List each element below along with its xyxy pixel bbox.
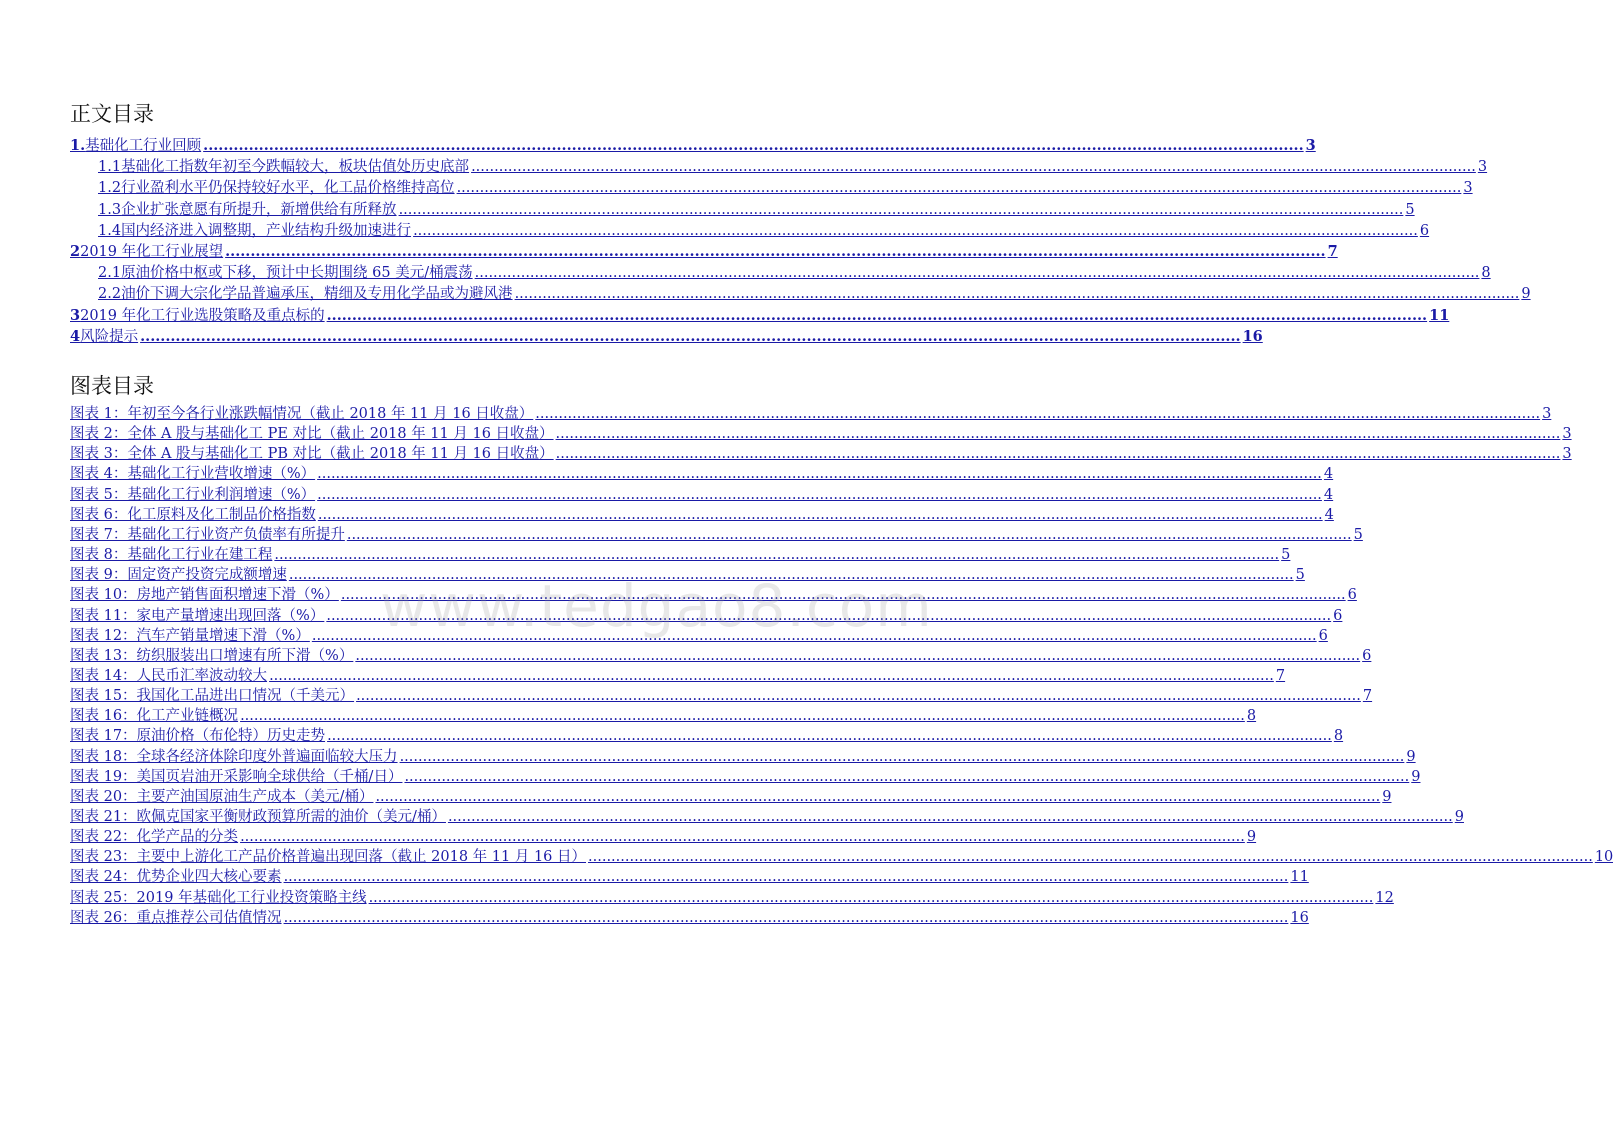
toc-entry-number: 1.4 [98,222,122,239]
figure-entry-page-number: 12 [1375,889,1394,906]
figure-entry-title: 图表 22：化学产品的分类 [70,829,239,846]
toc-entry-number: 4 [70,327,81,345]
figure-entry-page-number: 6 [1347,587,1357,604]
toc-entry-number: 2.2 [98,286,122,303]
figure-entry-title: 图表 12：汽车产销量增速下滑（%） [70,627,310,644]
figure-entry-page-number: 10 [1594,849,1613,866]
toc-entry[interactable] [98,200,1415,220]
figure-entry-title: 图表 17：原油价格（布伦特）历史走势 [70,728,326,745]
toc-entry[interactable] [98,221,1430,241]
dot-leader [269,666,1274,686]
figure-list-entry[interactable] [70,867,1309,887]
toc-entry-number: 1. [70,137,86,154]
toc-entry-page-number: 3 [1463,180,1473,197]
dot-leader [327,726,1332,746]
toc-entry-title: 原油价格中枢或下移，预计中长期围绕 65 美元/桶震荡 [121,265,473,282]
figure-list-entry[interactable] [70,585,1357,605]
figure-list-entry[interactable] [70,726,1344,746]
dot-leader [471,157,1476,177]
toc-entry-title: 油价下调大宗化学品普遍承压，精细及专用化学品或为避风港 [121,286,513,303]
figure-entry-page-number: 6 [1333,607,1343,624]
dot-leader [318,505,1323,525]
toc-entry-title: 国内经济进入调整期，产业结构升级加速进行 [121,222,412,239]
dot-leader [400,747,1405,767]
figure-list-entry[interactable] [70,404,1552,424]
dot-leader [347,525,1352,545]
dot-leader [515,284,1520,304]
dot-leader [327,306,1428,326]
figure-entry-title: 图表 8：基础化工行业在建工程 [70,547,273,564]
toc-entry-page-number: 6 [1419,222,1430,239]
figure-entry-title: 图表 9：固定资产投资完成额增速 [70,567,287,584]
toc-entry[interactable] [70,136,1316,156]
toc-entry-title: 行业盈利水平仍保持较好水平，化工品价格维持高位 [121,180,455,197]
toc-entry-title: 企业扩张意愿有所提升，新增供给有所释放 [121,201,397,218]
figure-entry-page-number: 7 [1362,688,1373,705]
dot-leader [240,827,1245,847]
dot-leader [274,545,1279,565]
toc-entry-page-number: 3 [1477,159,1488,176]
toc-entry-title: 2019 年化工行业展望 [80,244,224,260]
figure-list-entry[interactable] [70,807,1464,827]
figure-entry-page-number: 9 [1411,768,1421,785]
figure-entry-page-number: 3 [1562,426,1572,443]
figure-entry-title: 图表 19：美国页岩油开采影响全球供给（千桶/日） [70,768,403,785]
figure-entry-page-number: 7 [1275,667,1286,684]
figure-entry-page-number: 5 [1281,547,1291,564]
toc-entry-title: 2019 年化工行业选股策略及重点标的 [80,307,325,324]
figure-list-entry[interactable] [70,505,1334,525]
figure-entry-title: 图表 23：主要中上游化工产品价格普遍出现回落（截止 2018 年 11 月 16 日） [70,849,587,866]
figure-entry-page-number: 9 [1382,788,1392,805]
figure-entry-page-number: 8 [1333,728,1344,745]
dot-leader [556,444,1561,464]
toc-entry[interactable] [98,178,1473,198]
figure-entry-page-number: 6 [1362,647,1372,664]
figure-list-entry[interactable] [70,827,1257,847]
dot-leader [240,706,1245,726]
figure-entry-page-number: 4 [1324,506,1334,523]
figure-entry-title: 图表 15：我国化工品进出口情况（千美元） [70,688,355,705]
figure-list-entry[interactable] [70,686,1373,706]
toc-entry-page-number: 7 [1327,243,1338,260]
dot-leader [413,221,1418,241]
dot-leader [369,888,1374,908]
watermark: www.tedgao8.com [380,572,933,640]
toc-entry-page-number: 16 [1242,327,1263,345]
figure-entry-page-number: 6 [1318,627,1328,644]
toc-entry[interactable] [70,306,1450,326]
figure-entry-title: 图表 4：基础化工行业营收增速（%） [70,466,316,483]
figure-entry-title: 图表 25：2019 年基础化工行业投资策略主线 [70,889,367,906]
figure-list-entry[interactable] [70,666,1286,686]
figure-list-entry[interactable] [70,888,1394,908]
dot-leader [341,585,1346,605]
toc-entry-title: 基础化工指数年初至今跌幅较大，板块估值处历史底部 [121,159,470,176]
toc-entry-page-number: 5 [1405,201,1415,218]
figure-list-entry[interactable] [70,847,1613,867]
figure-entry-page-number: 3 [1542,406,1552,422]
toc-entry-number: 2.1 [98,265,122,282]
figure-list-entry[interactable] [70,565,1305,585]
dot-leader [448,807,1453,827]
figure-entry-page-number: 4 [1323,466,1334,483]
dot-leader [404,767,1409,787]
figure-list-entry[interactable] [70,485,1334,505]
dot-leader [312,626,1317,646]
figure-entry-title: 图表 6：化工原料及化工制品价格指数 [70,506,316,523]
dot-leader [225,242,1326,262]
figure-entry-title: 图表 3：全体 A 股与基础化工 PB 对比（截止 2018 年 11 月 16 日收盘） [70,446,554,463]
figure-entry-page-number: 8 [1246,708,1257,725]
dot-leader [588,847,1593,867]
figure-entry-title: 图表 26：重点推荐公司估值情况 [70,909,282,926]
figure-entry-page-number: 3 [1562,446,1572,463]
figure-entry-title: 图表 21：欧佩克国家平衡财政预算所需的油价（美元/桶） [70,809,446,825]
toc-entry-title: 基础化工行业回顾 [85,138,202,154]
figure-list-entry[interactable] [70,545,1291,565]
toc-entry-page-number: 3 [1305,137,1316,154]
figure-list-entry[interactable] [70,424,1572,444]
dot-leader [355,646,1360,666]
toc-entry-page-number: 9 [1521,286,1531,303]
toc-entry[interactable] [70,242,1338,262]
figure-entry-page-number: 5 [1353,526,1363,543]
figure-entry-title: 图表 24：优势企业四大核心要素 [70,869,282,886]
figure-entry-page-number: 9 [1454,809,1464,825]
toc-entry-number: 1.1 [98,159,122,176]
toc-entry-title: 风险提示 [80,328,139,345]
toc-entry[interactable] [98,284,1531,304]
figure-list-entry[interactable] [70,606,1343,626]
figure-list-entry[interactable] [70,444,1572,464]
figure-entry-title: 图表 14：人民币汇率波动较大 [70,667,268,684]
dot-leader [457,178,1462,198]
dot-leader [475,263,1480,283]
figure-list-entry[interactable] [70,525,1363,545]
dot-leader [284,867,1289,887]
toc-entry-number: 1.2 [98,180,122,197]
figure-entry-page-number: 16 [1290,909,1309,926]
figure-entry-title: 图表 18：全球各经济体除印度外普遍面临较大压力 [70,748,398,765]
figure-entry-title: 图表 11：家电产量增速出现回落（%） [70,607,325,624]
toc-entry-page-number: 8 [1481,265,1491,282]
figure-entry-page-number: 11 [1290,869,1309,886]
figure-entry-title: 图表 1：年初至今各行业涨跌幅情况（截止 2018 年 11 月 16 日收盘） [70,406,534,422]
figure-entry-page-number: 5 [1295,567,1305,584]
dot-leader [326,606,1331,626]
figure-list-entry[interactable] [70,908,1309,928]
dot-leader [375,787,1380,807]
toc-entry-number: 2 [70,243,81,260]
figure-entry-title: 图表 13：纺织服装出口增速有所下滑（%） [70,647,354,664]
toc-entry-page-number: 11 [1429,306,1450,324]
figure-entry-title: 图表 10：房地产销售面积增速下滑（%） [70,587,339,604]
toc-heading: 正文目录 [70,102,154,126]
figure-list-entry[interactable] [70,747,1416,767]
dot-leader [284,908,1289,928]
dot-leader [289,565,1294,585]
figure-list-entry[interactable] [70,706,1257,726]
figure-entry-title: 图表 20：主要产油国原油生产成本（美元/桶） [70,788,374,805]
dot-leader [317,485,1322,505]
figure-list-heading: 图表目录 [70,374,154,398]
figure-list-entry[interactable] [70,464,1334,484]
dot-leader [317,464,1322,484]
toc-entry-number: 1.3 [98,201,122,218]
dot-leader [356,686,1361,706]
toc-entry[interactable] [70,327,1263,347]
figure-entry-page-number: 9 [1406,748,1416,765]
figure-entry-page-number: 9 [1246,829,1257,846]
dot-leader [556,424,1561,444]
figure-entry-title: 图表 2：全体 A 股与基础化工 PE 对比（截止 2018 年 11 月 16 日收盘） [70,426,554,443]
dot-leader [399,200,1404,220]
toc-entry[interactable] [98,263,1491,283]
figure-list-entry[interactable] [70,626,1328,646]
figure-list-entry[interactable] [70,787,1392,807]
dot-leader [140,327,1241,347]
toc-entry[interactable] [98,157,1488,177]
toc-entry-number: 3 [70,306,81,324]
figure-entry-title: 图表 16：化工产业链概况 [70,708,239,725]
dot-leader [535,404,1540,424]
dot-leader [203,136,1304,156]
figure-entry-title: 图表 5：基础化工行业利润增速（%） [70,486,316,503]
figure-list-entry[interactable] [70,646,1372,666]
figure-list-entry[interactable] [70,767,1421,787]
figure-entry-title: 图表 7：基础化工行业资产负债率有所提升 [70,526,345,543]
figure-entry-page-number: 4 [1323,486,1334,503]
